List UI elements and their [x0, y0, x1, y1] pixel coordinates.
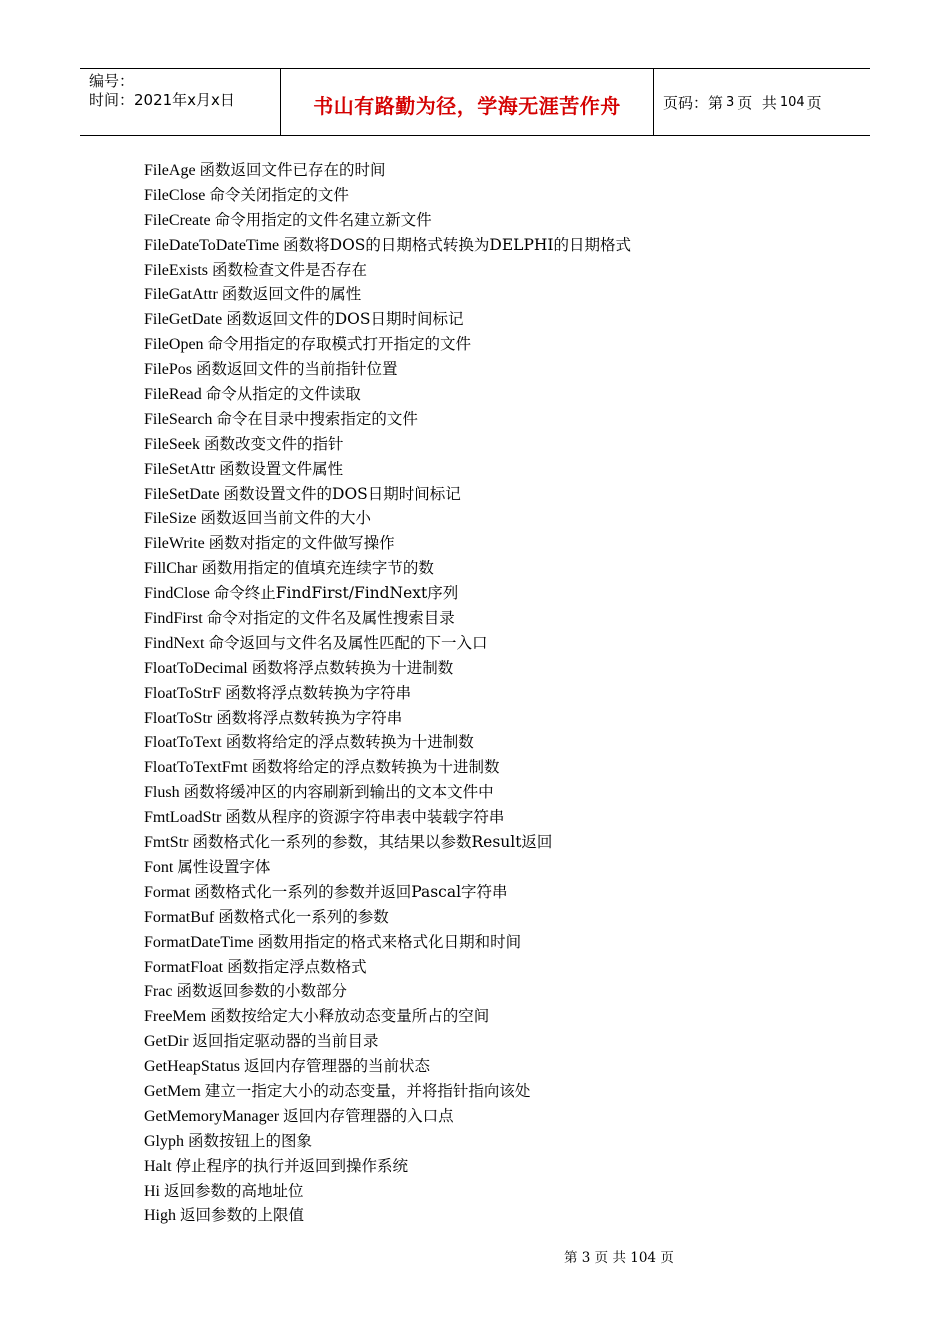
function-name: FileClose — [144, 186, 206, 204]
function-name: FileOpen — [144, 336, 204, 354]
function-name: FormatFloat — [144, 958, 224, 976]
list-item — [144, 581, 864, 606]
function-description: 函数设置文件的DOS日期时间标记 — [223, 484, 461, 503]
function-description: 函数返回文件的DOS日期时间标记 — [226, 310, 464, 329]
function-description: 函数对指定的文件做写操作 — [208, 534, 395, 553]
list-item — [144, 1179, 864, 1204]
list-item — [144, 158, 864, 183]
function-description: 命令用指定的文件名建立新文件 — [214, 210, 432, 229]
list-item — [144, 482, 864, 507]
footer-page-text: 第 3 页 共 104 页 — [564, 1250, 674, 1266]
list-item — [144, 258, 864, 283]
page-header — [80, 68, 870, 136]
function-description: 命令关闭指定的文件 — [209, 185, 349, 204]
list-item — [144, 805, 864, 830]
function-description: 函数按钮上的图象 — [188, 1131, 313, 1150]
list-item — [144, 606, 864, 631]
function-description: 函数格式化一系列的参数并返回Pascal字符串 — [194, 882, 508, 901]
function-description: 函数检查文件是否存在 — [212, 260, 368, 279]
list-item — [144, 432, 864, 457]
function-name: FloatToText — [144, 734, 222, 752]
list-item — [144, 1054, 864, 1079]
function-name: FindClose — [144, 585, 210, 603]
list-item — [144, 531, 864, 556]
function-name: GetHeapStatus — [144, 1058, 240, 1076]
function-list — [144, 158, 864, 1228]
list-item — [144, 631, 864, 656]
function-name: FloatToStr — [144, 709, 213, 727]
function-name: FileWrite — [144, 535, 205, 553]
function-description: 函数用指定的格式来格式化日期和时间 — [257, 932, 522, 951]
list-item — [144, 706, 864, 731]
function-name: FileAge — [144, 162, 196, 179]
function-name: FmtStr — [144, 834, 189, 852]
list-item — [144, 1079, 864, 1104]
function-name: Frac — [144, 983, 173, 1001]
list-item — [144, 1004, 864, 1029]
function-description: 函数格式化一系列的参数，其结果以参数Result返回 — [192, 833, 553, 852]
function-description: 函数返回当前文件的大小 — [200, 509, 371, 528]
list-item — [144, 930, 864, 955]
function-name: High — [144, 1207, 176, 1225]
list-item — [144, 307, 864, 332]
list-item — [144, 506, 864, 531]
function-description: 属性设置字体 — [177, 857, 271, 876]
list-item — [144, 233, 864, 258]
function-description: 返回内存管理器的入口点 — [283, 1106, 454, 1125]
function-description: 函数将给定的浮点数转换为十进制数 — [251, 758, 500, 777]
function-description: 函数格式化一系列的参数 — [218, 907, 389, 926]
function-description: 函数指定浮点数格式 — [227, 957, 367, 976]
page-suffix: 页 — [806, 93, 822, 112]
function-name: Font — [144, 858, 174, 876]
list-item — [144, 780, 864, 805]
function-description: 函数将给定的浮点数转换为十进制数 — [225, 733, 474, 752]
function-description: 建立一指定大小的动态变量，并将指针指向该处 — [204, 1081, 531, 1100]
header-page-info — [654, 69, 870, 135]
function-name: FormatBuf — [144, 908, 215, 926]
function-description: 函数将DOS的日期格式转换为DELPHI的日期格式 — [283, 235, 632, 254]
function-name: Hi — [144, 1182, 160, 1200]
list-item — [144, 1129, 864, 1154]
list-item — [144, 1203, 864, 1228]
header-meta — [80, 69, 281, 135]
function-name: FloatToTextFmt — [144, 759, 248, 777]
function-description: 函数将浮点数转换为字符串 — [216, 708, 403, 727]
function-name: Halt — [144, 1157, 172, 1175]
function-name: FindNext — [144, 634, 205, 652]
function-name: FormatDateTime — [144, 933, 254, 951]
function-description: 函数返回文件已存在的时间 — [199, 161, 386, 179]
function-name: FileSeek — [144, 435, 200, 453]
list-item — [144, 556, 864, 581]
function-description: 函数用指定的值填充连续字节的数 — [201, 559, 434, 578]
list-item — [144, 407, 864, 432]
list-item — [144, 282, 864, 307]
list-item — [144, 382, 864, 407]
list-item — [144, 855, 864, 880]
function-name: FilePos — [144, 361, 193, 379]
function-description: 命令终止FindFirst/FindNext序列 — [213, 584, 459, 603]
function-name: FillChar — [144, 560, 198, 578]
function-name: GetMemoryManager — [144, 1107, 280, 1125]
function-name: FileExists — [144, 261, 209, 279]
function-description: 函数将浮点数转换为十进制数 — [251, 658, 454, 677]
list-item — [144, 1104, 864, 1129]
function-name: FileRead — [144, 386, 202, 404]
function-name: FmtLoadStr — [144, 809, 222, 827]
function-name: FileSetDate — [144, 485, 220, 503]
doc-number-label: 编号： — [89, 72, 135, 90]
function-description: 函数返回文件的当前指针位置 — [196, 360, 398, 379]
function-name: FileCreate — [144, 211, 211, 229]
function-description: 停止程序的执行并返回到操作系统 — [175, 1156, 409, 1175]
function-description: 命令返回与文件名及属性匹配的下一入口 — [208, 633, 488, 652]
header-motto-cell — [281, 69, 654, 135]
function-description: 返回指定驱动器的当前目录 — [192, 1032, 379, 1051]
function-description: 返回参数的上限值 — [180, 1206, 305, 1225]
list-item — [144, 332, 864, 357]
function-name: FileGatAttr — [144, 286, 218, 304]
list-item — [144, 1154, 864, 1179]
function-name: FindFirst — [144, 610, 203, 628]
function-name: Glyph — [144, 1132, 184, 1150]
function-description: 返回内存管理器的当前状态 — [243, 1057, 430, 1076]
list-item — [144, 357, 864, 382]
page-number: 3 — [726, 94, 735, 110]
function-name: Flush — [144, 784, 180, 802]
list-item — [144, 656, 864, 681]
page-total: 104 — [779, 94, 805, 110]
function-description: 返回参数的高地址位 — [164, 1181, 304, 1200]
function-name: FloatToStrF — [144, 684, 222, 702]
doc-date-label: 时间：2021年x月x日 — [89, 91, 235, 109]
list-item — [144, 681, 864, 706]
function-description: 函数返回参数的小数部分 — [176, 982, 347, 1001]
function-description: 命令在目录中搜索指定的文件 — [216, 409, 418, 428]
function-name: FileSetAttr — [144, 460, 216, 478]
page-mid: 页 共 — [737, 93, 777, 112]
list-item — [144, 880, 864, 905]
list-item — [144, 955, 864, 980]
function-description: 函数从程序的资源字符串表中装载字符串 — [225, 808, 505, 827]
page-prefix: 页码：第 — [663, 93, 724, 112]
list-item — [144, 905, 864, 930]
function-name: FileSearch — [144, 410, 213, 428]
function-name: FloatToDecimal — [144, 659, 248, 677]
function-description: 函数按给定大小释放动态变量所占的空间 — [210, 1007, 490, 1026]
function-description: 函数将浮点数转换为字符串 — [225, 683, 412, 702]
list-item — [144, 1029, 864, 1054]
list-item — [144, 183, 864, 208]
function-name: FileGetDate — [144, 311, 223, 329]
function-description: 函数返回文件的属性 — [221, 285, 362, 304]
function-name: FileSize — [144, 510, 197, 528]
function-name: FreeMem — [144, 1008, 207, 1026]
list-item — [144, 208, 864, 233]
function-name: GetDir — [144, 1033, 189, 1051]
function-description: 函数设置文件属性 — [219, 459, 344, 478]
list-item — [144, 730, 864, 755]
function-description: 命令对指定的文件名及属性搜索目录 — [206, 609, 455, 628]
function-description: 命令用指定的存取模式打开指定的文件 — [207, 335, 472, 354]
list-item — [144, 979, 864, 1004]
function-description: 函数改变文件的指针 — [204, 434, 344, 453]
function-description: 函数将缓冲区的内容刷新到输出的文本文件中 — [183, 783, 494, 802]
list-item — [144, 830, 864, 855]
function-name: GetMem — [144, 1082, 201, 1100]
list-item — [144, 457, 864, 482]
function-description: 命令从指定的文件读取 — [205, 385, 361, 404]
list-item — [144, 755, 864, 780]
function-name: Format — [144, 883, 191, 901]
header-motto: 书山有路勤为径，学海无涯苦作舟 — [313, 93, 621, 118]
function-name: FileDateToDateTime — [144, 236, 280, 254]
